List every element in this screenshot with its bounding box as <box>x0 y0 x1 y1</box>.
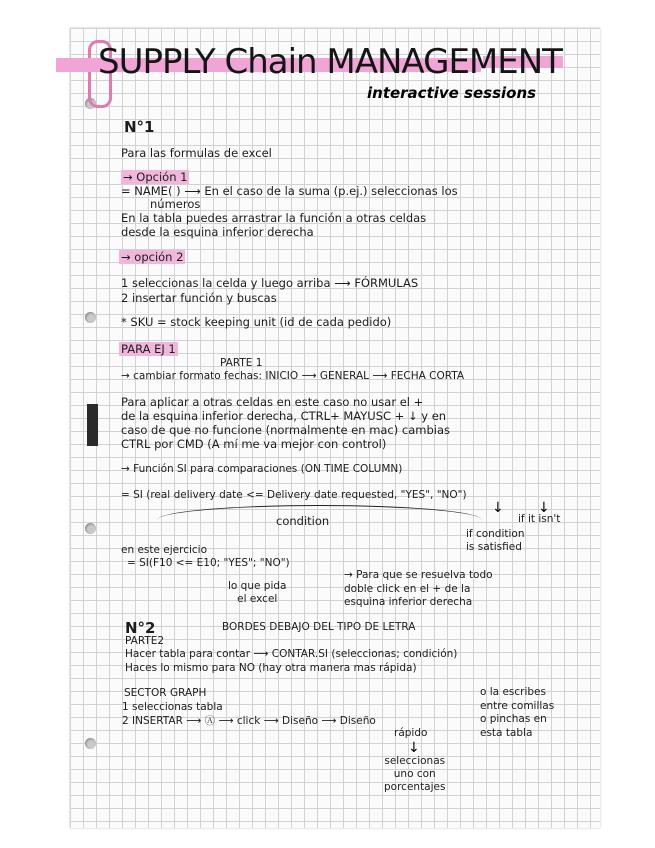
sector-graph-heading: SECTOR GRAPH <box>124 687 207 699</box>
ejercicio-label: en este ejercicio <box>121 544 208 556</box>
opt1-line1: = NAME( ) ⟶ En el caso de la suma (p.ej.) seleccionas los <box>121 184 458 198</box>
if-condition-label: if condition is satisfied <box>466 528 525 554</box>
section-n2: N°2 <box>125 619 156 637</box>
si-formula: = SI (real delivery date <= Delivery date requested, "YES", "NO") <box>121 489 467 501</box>
aplicar-line4: CTRL por CMD (A mí me va mejor con control) <box>121 437 387 451</box>
para-ej-heading: PARA EJ 1 <box>121 342 176 356</box>
intro-text: Para las formulas de excel <box>121 146 272 160</box>
notebook-brand-tag <box>87 404 98 446</box>
if-isnt-label: if it isn't <box>518 513 561 525</box>
bordes-note: BORDES DEBAJO DEL TIPO DE LETRA <box>222 621 416 633</box>
seleccionas-label: seleccionas uno con porcentajes <box>384 755 446 794</box>
aplicar-line3: caso de que no funcione (normalmente en mac) cambias <box>121 423 451 437</box>
parte1-label: PARTE 1 <box>220 357 263 369</box>
lo-que-pide-label: lo que pida el excel <box>228 580 287 605</box>
aplicar-line2: de la esquina inferior derecha, CTRL+ MAYUSC + ↓ y en <box>121 409 447 423</box>
subtitle: interactive sessions <box>367 84 537 102</box>
fecha-line: → cambiar formato fechas: INICIO ⟶ GENERAL ⟶ FECHA CORTA <box>121 370 465 382</box>
binder-hole <box>85 312 96 323</box>
resuelva-note: → Para que se resuelva todo doble click en el + de la esquina inferior derecha <box>344 569 493 609</box>
sku-note: * SKU = stock keeping unit (id de cada pedido) <box>121 315 392 329</box>
contar-line2: Haces lo mismo para NO (hay otra manera mas rápida) <box>125 662 417 674</box>
opt1-line2: números <box>150 197 201 211</box>
page-title: SUPPLY Chain MANAGEMENT <box>98 42 562 82</box>
option2-heading: → opción 2 <box>121 250 184 264</box>
parte2-label: PARTE2 <box>125 635 165 647</box>
option1-heading: → Opción 1 <box>123 170 188 184</box>
arrow-down-icon: ↓ <box>492 500 504 516</box>
aplicar-line1: Para aplicar a otras celdas en este caso no usar el + <box>121 395 424 409</box>
section-n1: N°1 <box>124 118 155 136</box>
condition-label: condition <box>276 514 330 528</box>
opt1-line3: En la tabla puedes arrastrar la función a otras celdas <box>121 211 427 225</box>
funcion-si-line: → Función SI para comparaciones (ON TIME COLUMN) <box>121 463 403 475</box>
sector-line2: 2 INSERTAR ⟶ Ⓐ ⟶ click ⟶ Diseño ⟶ Diseño <box>122 715 376 727</box>
binder-hole <box>85 738 96 749</box>
opt2-line2: 2 insertar función y buscas <box>121 291 277 305</box>
arrow-down-icon: ↓ <box>408 740 420 756</box>
opt2-line1: 1 seleccionas la celda y luego arriba ⟶ FÓRMULAS <box>121 276 419 290</box>
arrow-down-icon: ↓ <box>538 500 550 516</box>
binder-hole <box>85 523 96 534</box>
sector-line1: 1 seleccionas tabla <box>122 701 223 713</box>
contar-line1: Hacer tabla para contar ⟶ CONTAR.SI (seleccionas; condición) <box>125 648 458 660</box>
escribes-note: o la escribes entre comillas o pinchas en esta tabla <box>480 686 555 739</box>
rapido-label: rápido <box>394 727 428 739</box>
opt1-line4: desde la esquina inferior derecha <box>121 225 314 239</box>
ejercicio-formula: = SI(F10 <= E10; "YES"; "NO") <box>127 557 290 569</box>
